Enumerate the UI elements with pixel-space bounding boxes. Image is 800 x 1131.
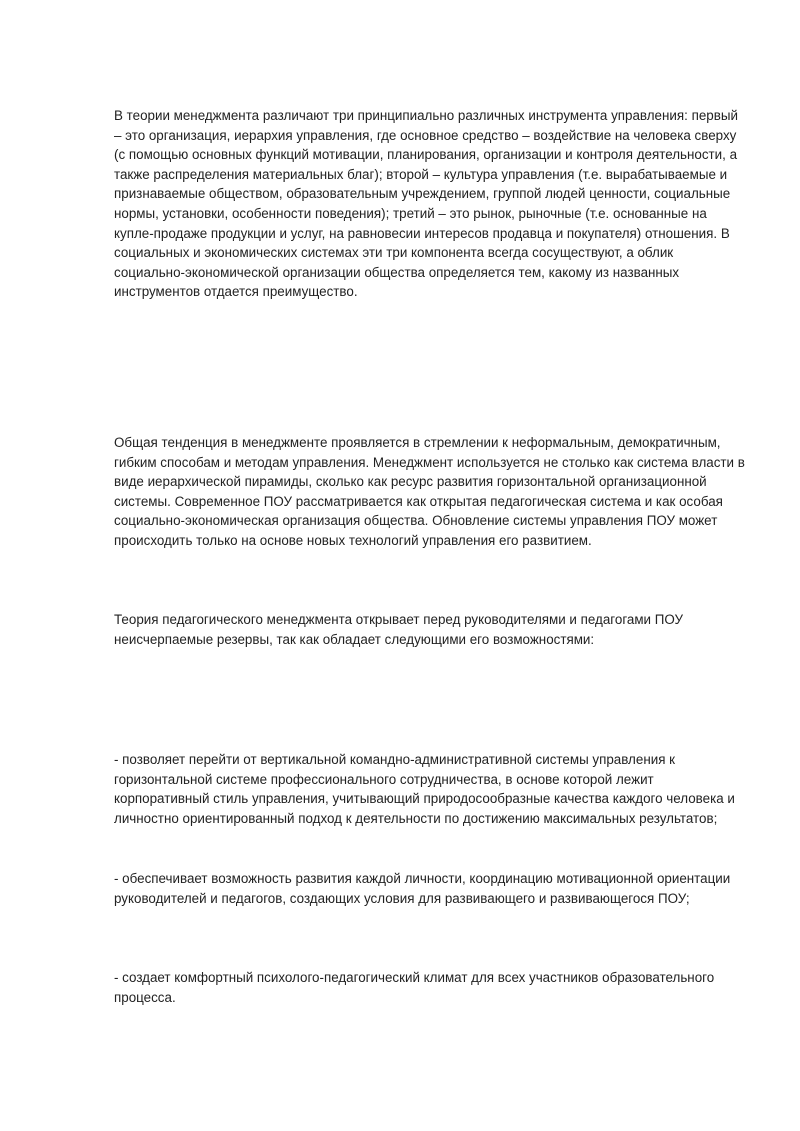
paragraph-pedagogical-management-theory: Теория педагогического менеджмента открывает перед руководителями и педагогами ПОУ неисчерпаемые резервы, так как обладает следующими его возможностями: [114, 612, 684, 647]
paragraph-general-tendency: Общая тенденция в менеджменте проявляется в стремлении к неформальным, демократичным, гибким способам и методам управления. Менеджмент используется не столько как система власти в виде иерархической пирамиды, сколько как ресурс развития горизонтальной организационной системы. Современное ПОУ рассматривается как открытая педагогическая система и как особая социально-экономическая организация общества. Обновление системы управления ПОУ может происходить только на основе новых технологий управления его развитием. [114, 435, 745, 548]
paragraph-management-instruments: В теории менеджмента различают три принципиально различных инструмента управления: первый – это организация, иерархия управления, где основное средство – воздействие на человека сверху (с помощью основных функций мотивации, планирования, организации и контроля деятельности, а также распределения материальных благ); второй – культура управления (т.е. вырабатываемые и признаваемые обществом, образовательным учреждением, группой людей ценности, социальные нормы, установки, особенности поведения); третий – это рынок, рыночные (т.е. основанные на купле-продаже продукции и услуг, на равновесии интересов продавца и покупателя) отношения. В социальных и экономических системах эти три компонента всегда сосуществуют, а облик социально-экономической организации общества определяется тем, какому из названных инструментов отдается преимущество. [114, 108, 738, 300]
list-item-horizontal-system: - позволяет перейти от вертикальной командно-административной системы управления к горизонтальной системе профессионального сотрудничества, в основе которой лежит корпоративный стиль управления, учитывающий природосообразные качества каждого человека и личностно ориентированный подход к деятельности по достижению максимальных результатов; [114, 752, 735, 826]
list-item-comfortable-climate: - создает комфортный психолого-педагогический климат для всех участников образовательного процесса. [114, 970, 715, 1005]
list-item-personal-development: - обеспечивает возможность развития каждой личности, координацию мотивационной ориентации руководителей и педагогов, создающих условия для развивающего и развивающегося ПОУ; [114, 871, 731, 906]
